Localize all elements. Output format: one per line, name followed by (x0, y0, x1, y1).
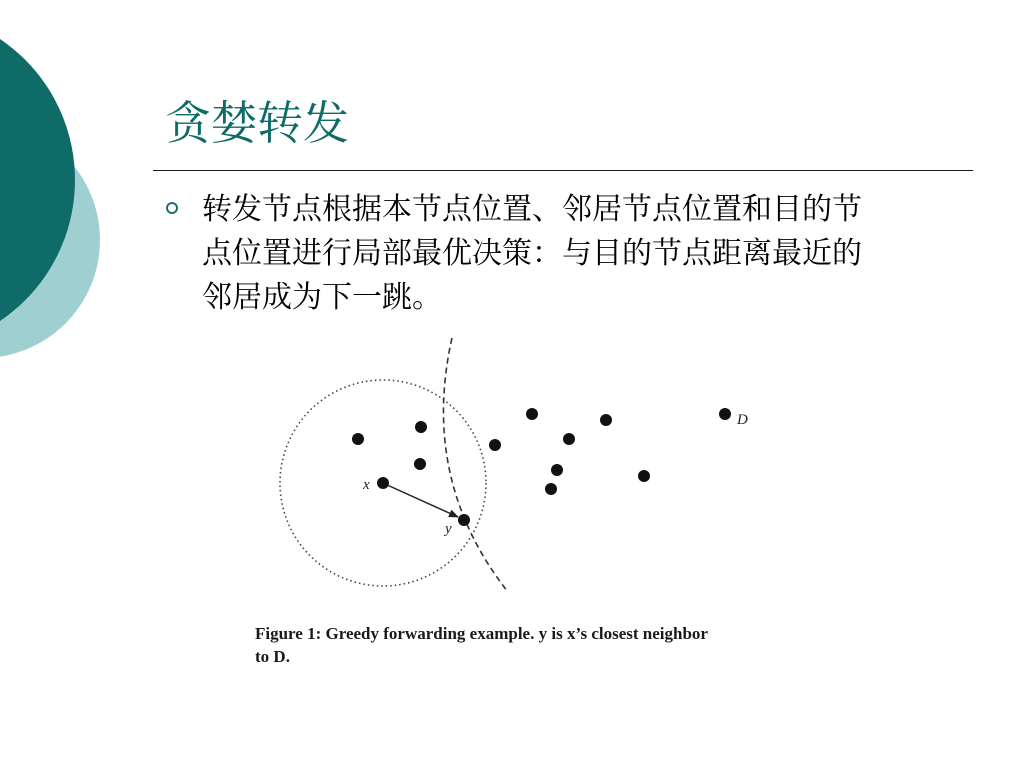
node (415, 421, 427, 433)
forwarding-arrow (385, 484, 458, 517)
bullet-line: 邻居成为下一跳。 (202, 280, 442, 315)
node-x (377, 477, 389, 489)
caption-line: to D. (255, 647, 290, 666)
node (526, 408, 538, 420)
node (414, 458, 426, 470)
slide-title: 贪婪转发 (165, 96, 349, 150)
figure-caption (255, 622, 815, 668)
node-y (458, 514, 470, 526)
bullet-text (202, 188, 962, 320)
node-label-x: x (363, 477, 370, 493)
node (551, 464, 563, 476)
caption-line: Figure 1: Greedy forwarding example. y is x’s closest neighbor (255, 624, 708, 643)
distance-arc (443, 338, 508, 592)
node-label-destination: D (737, 412, 748, 428)
title-divider (153, 170, 973, 171)
node (489, 439, 501, 451)
bullet-circle-icon (166, 202, 178, 214)
node (600, 414, 612, 426)
greedy-forwarding-diagram (250, 330, 810, 620)
node (545, 483, 557, 495)
node-label-y: y (445, 521, 452, 537)
node (638, 470, 650, 482)
node-destination (719, 408, 731, 420)
bullet-line: 点位置进行局部最优决策：与目的节点距离最近的 (202, 236, 862, 271)
decorative-circles (0, 0, 110, 420)
node (352, 433, 364, 445)
node (563, 433, 575, 445)
bullet-line: 转发节点根据本节点位置、邻居节点位置和目的节 (202, 192, 862, 227)
